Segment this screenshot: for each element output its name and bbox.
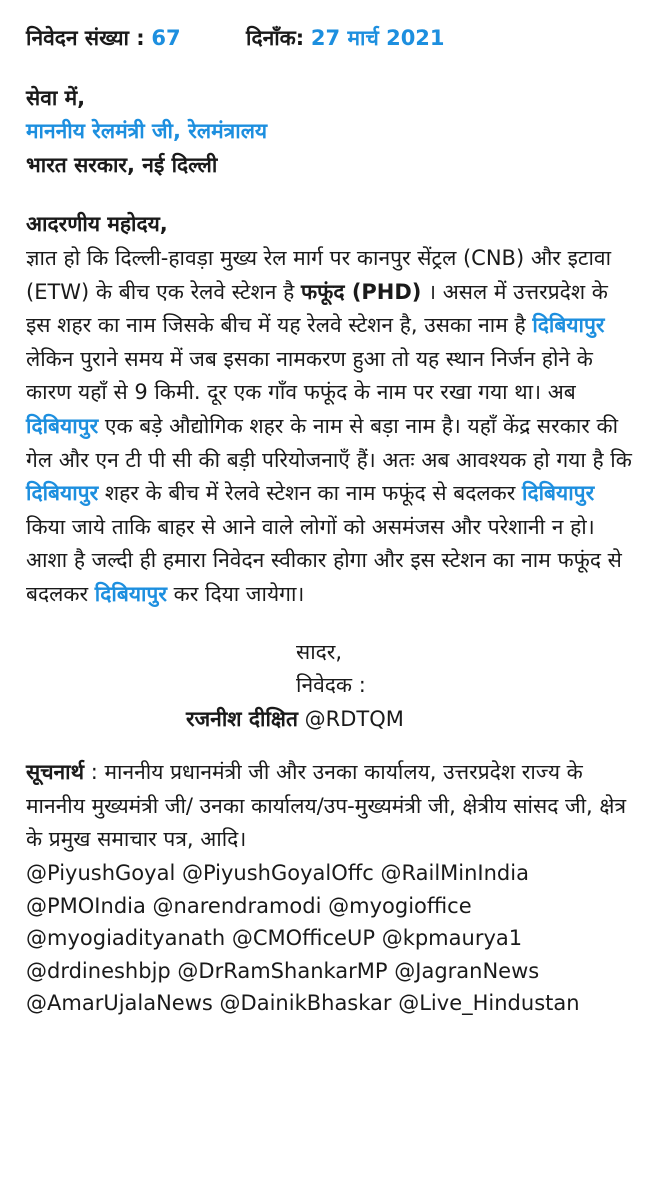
regards: सादर,	[296, 639, 343, 664]
body-text-5: शहर के बीच में रेलवे स्टेशन का नाम फफूंद से बदलकर	[104, 481, 516, 506]
mention-handle: @PiyushGoyalOffc	[181, 861, 374, 886]
mention-handle: @PMOIndia	[26, 893, 146, 918]
body-text-7: कर दिया जायेगा।	[173, 581, 305, 606]
mentions-list	[26, 857, 636, 1020]
date-label: दिनाँक:	[246, 26, 305, 50]
letter-closing	[26, 636, 636, 737]
mention-handle: @DainikBhaskar	[219, 991, 392, 1016]
city-name: दिबियापुर	[522, 481, 595, 506]
mention-handle: @DrRamShankarMP	[177, 958, 388, 983]
author-name: रजनीश दीक्षित	[186, 706, 298, 731]
body-text-1: ज्ञात हो कि दिल्ली-हावड़ा मुख्य रेल मार्ग पर कानपुर सेंट्रल (CNB) और इटावा (ETW) के बीच एक रेलवे स्टेशन है	[26, 245, 612, 304]
mention-handle: @CMOfficeUP	[231, 926, 375, 951]
author-handle: @RDTQM	[304, 706, 404, 731]
petition-number-value: 67	[151, 26, 181, 50]
mention-handle: @PiyushGoyal	[26, 861, 176, 886]
mention-handle: @AmarUjalaNews	[26, 991, 213, 1016]
mention-handle: @drdineshbjp	[26, 958, 171, 983]
address-line-1: सेवा में,	[26, 85, 86, 110]
info-text: : माननीय प्रधानमंत्री जी और उनका कार्यालय, उत्तरप्रदेश राज्य के माननीय मुख्यमंत्री जी/ उनका कार्यालय/उप-मुख्यमंत्री जी, क्षेत्रीय सांसद जी, क्षेत्र के प्रमुख समाचार पत्र, आदि।	[26, 760, 627, 852]
body-paragraph	[26, 242, 636, 612]
petition-number-label: निवेदन संख्या :	[26, 26, 145, 50]
mention-handle: @myogioffice	[328, 893, 472, 918]
info-label: सूचनार्थ	[26, 760, 85, 785]
recipient-address	[26, 82, 636, 183]
body-text-4: एक बड़े औद्योगिक शहर के नाम से बड़ा नाम है। यहाँ केंद्र सरकार की गेल और एन टी पी सी की बड़ी परियोजनाएँ हैं। अतः अब आवश्यक हो गया है कि	[26, 413, 632, 472]
mention-handle: @RailMinIndia	[380, 861, 529, 886]
mention-handle: @kpmaurya1	[381, 926, 523, 951]
date-value: 27 मार्च 2021	[310, 26, 445, 50]
body-text-3: लेकिन पुराने समय में जब इसका नामकरण हुआ तो यह स्थान निर्जन होने के कारण यहाँ से 9 किमी. दूर एक गाँव फफूंद के नाम पर रखा गया था। अब	[26, 346, 593, 405]
mention-handle: @JagranNews	[394, 958, 540, 983]
mention-handle: @narendramodi	[152, 893, 322, 918]
letter-body	[26, 208, 636, 611]
city-name: दिबियापुर	[26, 413, 99, 438]
mention-handle: @myogiadityanath	[26, 926, 226, 951]
info-section	[26, 756, 636, 857]
mention-handle: @Live_Hindustan	[398, 991, 580, 1016]
petitioner-label: निवेदक :	[296, 673, 366, 698]
city-name: दिबियापुर	[26, 481, 99, 506]
station-name: फफूंद (PHD)	[300, 279, 422, 304]
letter-header	[26, 22, 636, 56]
salutation: आदरणीय महोदय,	[26, 212, 168, 237]
signature	[186, 703, 636, 737]
city-name: दिबियापुर	[532, 313, 605, 338]
address-line-2: माननीय रेलमंत्री जी, रेलमंत्रालय	[26, 119, 268, 144]
body-text-2: । असल में उत्तरप्रदेश के इस शहर का नाम जिसके बीच में यह रेलवे स्टेशन है, उसका नाम है	[26, 279, 608, 338]
city-name: दिबियापुर	[94, 581, 167, 606]
address-line-3: भारत सरकार, नई दिल्ली	[26, 152, 218, 177]
body-text-6: किया जाये ताकि बाहर से आने वाले लोगों को असमंजस और परेशानी न हो। आशा है जल्दी ही हमारा निवेदन स्वीकार होगा और इस स्टेशन का नाम फफूंद से बदलकर	[26, 514, 622, 606]
